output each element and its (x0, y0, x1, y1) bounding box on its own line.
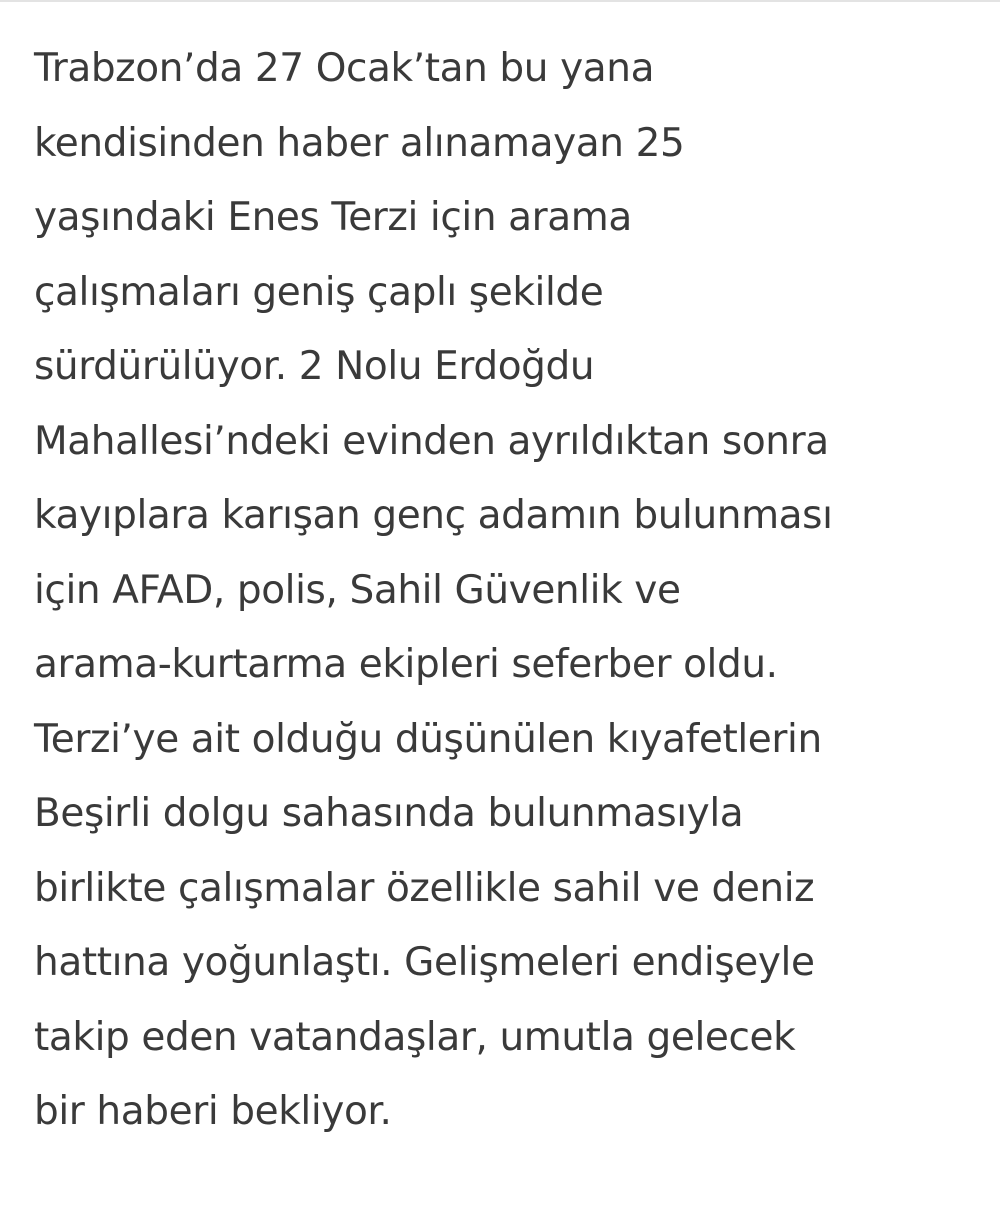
article-line: Trabzon’da 27 Ocak’tan bu yana (34, 46, 655, 91)
article-line: sürdürülüyor. 2 Nolu Erdoğdu (34, 344, 595, 389)
article-line: için AFAD, polis, Sahil Güvenlik ve (34, 567, 681, 613)
article-line: Beşirli dolgu sahasında bulunmasıyla (34, 791, 744, 836)
top-divider (0, 0, 1000, 2)
article-line: kayıplara karışan genç adamın bulunması (34, 493, 833, 538)
article-line: yaşındaki Enes Terzi için arama (34, 195, 632, 240)
article-line: takip eden vatandaşlar, umutla gelecek (34, 1014, 796, 1060)
article-line: çalışmaları geniş çaplı şekilde (34, 269, 604, 315)
article-line: Mahallesi’ndeki evinden ayrıldıktan sonra (34, 418, 829, 464)
article-body (34, 32, 984, 1150)
article-line: birlikte çalışmalar özellikle sahil ve deniz (34, 865, 815, 911)
article-line: bir haberi bekliyor. (34, 1089, 392, 1134)
article-line: kendisinden haber alınamayan 25 (34, 120, 685, 166)
article-line: hattına yoğunlaştı. Gelişmeleri endişeyle (34, 940, 815, 985)
article-line: arama-kurtarma ekipleri seferber oldu. (34, 642, 778, 687)
article-line: Terzi’ye ait olduğu düşünülen kıyafetlerin (34, 716, 822, 762)
